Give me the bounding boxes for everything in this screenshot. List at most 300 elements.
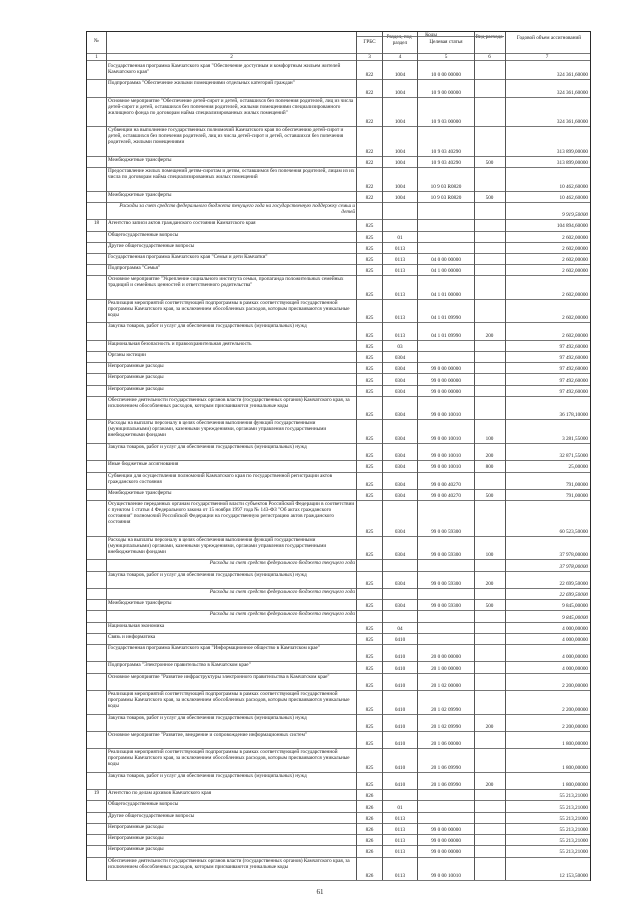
row-description: Подпрограмма "Обеспечение жилыми помещениями отдельных категорий граждан" <box>108 80 295 87</box>
row-amount: 55 213,21000 <box>559 804 588 811</box>
row-amount: 55 213,21000 <box>559 838 588 845</box>
row-amount: 9 845,00000 <box>562 614 588 621</box>
row-description: Другие общегосударственные вопросы <box>108 242 195 249</box>
table-row <box>87 299 590 322</box>
row-target-article: 99 0 00 00000 <box>431 827 461 834</box>
row-grbs: 825 <box>365 603 374 610</box>
row-grbs: 822 <box>365 148 374 155</box>
row-description: Закупка товаров, работ и услуг для обеспечения государственных (муниципальных) нужд <box>108 772 307 779</box>
table-row <box>87 385 590 396</box>
row-target-article: 99 0 00 59300 <box>431 552 461 559</box>
table-row <box>87 373 590 384</box>
table-row <box>87 800 590 811</box>
table-row <box>87 202 590 219</box>
row-grbs: 825 <box>365 234 374 241</box>
row-grbs: 825 <box>365 552 374 559</box>
row-target-article: 20 1 06 09990 <box>431 764 461 771</box>
header-vr: Вид расхода <box>475 34 503 40</box>
row-grbs: 825 <box>365 637 374 644</box>
row-grbs: 825 <box>365 245 374 252</box>
row-razdel: 0113 <box>394 815 406 822</box>
row-amount: 1 800,00000 <box>562 764 588 771</box>
row-description: Субвенции для осуществления полномочий Камчатского края по государственной регистрации актов гражданского состояния <box>108 472 333 485</box>
row-razdel: 0113 <box>394 245 406 252</box>
row-description: Подпрограмма "Электронное правительство в Камчатском крае" <box>108 662 251 669</box>
row-grbs: 825 <box>365 377 374 384</box>
row-razdel: 0304 <box>394 366 406 373</box>
row-amount: 2 602,00000 <box>562 315 588 322</box>
row-amount: 36 178,10000 <box>559 412 588 419</box>
row-amount: 2 602,00000 <box>562 268 588 275</box>
row-grbs: 825 <box>365 665 374 672</box>
row-grbs: 825 <box>365 625 374 632</box>
row-description: Закупка товаров, работ и услуг для обеспечения государственных (муниципальных) нужд <box>108 714 307 721</box>
row-amount: 97 492,60000 <box>559 355 588 362</box>
table-row <box>87 834 590 845</box>
row-amount: 791,00000 <box>565 493 588 500</box>
row-grbs: 826 <box>365 815 374 822</box>
row-amount: 324 361,60000 <box>556 119 588 126</box>
row-amount: 104 894,60000 <box>556 223 588 230</box>
row-grbs: 825 <box>365 580 374 587</box>
row-razdel: 0410 <box>394 764 406 771</box>
row-razdel: 0304 <box>394 435 406 442</box>
row-target-article: 99 0 00 00000 <box>431 388 461 395</box>
row-description: Межбюджетные трансферты <box>108 600 172 607</box>
row-grbs: 825 <box>365 435 374 442</box>
row-amount: 10 462,60000 <box>559 183 588 190</box>
row-grbs: 826 <box>365 872 374 879</box>
row-razdel: 01 <box>397 234 403 241</box>
header-codes-group: Коды <box>425 32 437 38</box>
row-description: Расходы за счет средств федерального бюджета текущего года <box>209 588 355 595</box>
row-razdel: 0113 <box>394 872 406 879</box>
row-razdel: 0113 <box>394 291 406 298</box>
row-grbs: 825 <box>365 412 374 419</box>
row-grbs: 826 <box>365 827 374 834</box>
row-amount: 2 200,00000 <box>562 683 588 690</box>
header-cs: Целевая статья <box>429 39 463 45</box>
row-target-article: 99 0 00 00000 <box>431 366 461 373</box>
row-grbs: 822 <box>365 160 374 167</box>
row-description: Реализация мероприятий соответствующей подпрограммы в рамках соответствующей государственной программы Камчатского края, за исключением обособленных расходов, которым присваиваются уникальные коды <box>108 749 350 768</box>
row-razdel: 0113 <box>394 838 406 845</box>
table-row <box>87 845 590 856</box>
row-description: Закупка товаров, работ и услуг для обеспечения государственных (муниципальных) нужд <box>108 571 307 578</box>
row-grbs: 825 <box>365 453 374 460</box>
row-grbs: 825 <box>365 723 374 730</box>
row-target-article: 20 1 02 00000 <box>431 683 461 690</box>
row-expense-type: 200 <box>485 723 494 730</box>
table-row <box>87 812 590 823</box>
row-amount: 37 978,00000 <box>559 563 588 570</box>
row-razdel: 0304 <box>394 377 406 384</box>
row-target-article: 04 0 00 00000 <box>431 257 461 264</box>
row-expense-type: 500 <box>485 160 494 167</box>
row-description: Основное мероприятие "Развитие инфраструктуры электронного правительства в Камчатском крае" <box>108 673 330 680</box>
row-grbs: 825 <box>365 782 374 789</box>
row-grbs: 825 <box>365 291 374 298</box>
row-amount: 97 492,60000 <box>559 377 588 384</box>
row-target-article: 20 1 06 00000 <box>431 741 461 748</box>
row-description: Основное мероприятие "Обеспечение детей-сирот и детей, оставшихся без попечения родителей, лиц из числа детей-сирот и детей, оставшихся без попечения родителей, жилыми помещениями специализированного жилищного фонда по договорам найма специализированных жилых помещений" <box>108 97 354 116</box>
row-grbs: 826 <box>365 804 374 811</box>
row-description: Государственная программа Камчатского края "Семья и дети Камчатки" <box>108 253 268 260</box>
table-row <box>87 156 590 167</box>
table-row <box>87 472 590 489</box>
row-number: 19 <box>93 790 100 797</box>
row-target-article: 20 0 00 00000 <box>431 654 461 661</box>
row-razdel: 0410 <box>394 782 406 789</box>
column-number: 4 <box>398 54 402 60</box>
row-description: Основное мероприятие "Развитие, внедрение и сопровождение информационных систем" <box>108 731 307 738</box>
row-description: Расходы за счет средств федерального бюджета текущего года <box>209 611 355 618</box>
row-amount: 32 871,55000 <box>559 453 588 460</box>
row-amount: 55 213,21000 <box>559 849 588 856</box>
row-amount: 60 523,50000 <box>559 528 588 535</box>
row-amount: 2 602,00000 <box>562 245 588 252</box>
row-razdel: 0410 <box>394 723 406 730</box>
row-razdel: 0113 <box>394 257 406 264</box>
table-row <box>87 644 590 661</box>
row-razdel: 0304 <box>394 388 406 395</box>
row-target-article: 99 0 00 10010 <box>431 435 461 442</box>
row-expense-type: 100 <box>485 435 494 442</box>
row-target-article: 10 9 00 00000 <box>431 89 461 96</box>
row-target-article: 99 0 00 10010 <box>431 412 461 419</box>
row-target-article: 99 0 00 00000 <box>431 377 461 384</box>
row-grbs: 825 <box>365 654 374 661</box>
row-description: Государственная программа Камчатского края "Обеспечение доступным и комфортным жильем жителей Камчатского края" <box>108 63 341 75</box>
row-amount: 4 000,00000 <box>562 625 588 632</box>
table-row <box>87 633 590 644</box>
row-razdel: 1004 <box>394 160 406 167</box>
row-target-article: 04 1 01 09990 <box>431 315 461 322</box>
table-row <box>87 253 590 264</box>
row-amount: 97 492,60000 <box>559 366 588 373</box>
row-grbs: 825 <box>365 366 374 373</box>
table-row <box>87 419 590 442</box>
row-target-article: 20 1 00 00000 <box>431 665 461 672</box>
row-amount: 9 919,50000 <box>562 212 588 219</box>
row-description: Обеспечение деятельности государственных органов власти (государственных органов) Камчатского края, за исключением обособленных расходов, которым присваиваются уникальные коды <box>108 857 350 870</box>
row-description: Национальная экономика <box>108 622 165 629</box>
row-grbs: 825 <box>365 223 374 230</box>
row-razdel: 03 <box>397 343 403 350</box>
row-grbs: 825 <box>365 464 374 471</box>
row-grbs: 825 <box>365 706 374 713</box>
row-amount: 37 978,00000 <box>559 552 588 559</box>
row-razdel: 0410 <box>394 665 406 672</box>
row-razdel: 0410 <box>394 637 406 644</box>
row-grbs: 825 <box>365 355 374 362</box>
row-razdel: 1004 <box>394 194 406 201</box>
table-row <box>87 673 590 690</box>
table-row <box>87 460 590 471</box>
row-description: Непрограммные расходы <box>108 823 164 830</box>
row-description: Государственная программа Камчатского края "Информационное общество в Камчатском крае" <box>108 645 320 652</box>
table-row <box>87 536 590 559</box>
row-description: Предоставление жилых помещений детям-сиротам и детям, оставшимся без попечения родителей, лицам из их числа по договорам найма специализированных жилых помещений <box>108 168 355 181</box>
row-target-article: 04 1 01 00000 <box>431 291 461 298</box>
row-amount: 4 000,00000 <box>562 665 588 672</box>
page-number: 61 <box>316 888 324 896</box>
table-row <box>87 622 590 633</box>
row-grbs: 825 <box>365 764 374 771</box>
row-razdel: 04 <box>397 625 403 632</box>
row-target-article: 99 0 00 00000 <box>431 849 461 856</box>
table-row <box>87 857 590 880</box>
row-grbs: 825 <box>365 741 374 748</box>
table-row <box>87 242 590 253</box>
table-row <box>87 588 590 599</box>
table-row <box>87 396 590 419</box>
row-expense-type: 500 <box>485 493 494 500</box>
row-grbs: 826 <box>365 849 374 856</box>
row-number: 18 <box>93 220 100 227</box>
row-razdel: 0113 <box>394 268 406 275</box>
row-amount: 2 602,00000 <box>562 332 588 339</box>
row-razdel: 1004 <box>394 183 406 190</box>
row-description: Непрограммные расходы <box>108 374 164 381</box>
row-target-article: 99 0 00 59300 <box>431 603 461 610</box>
column-number: 3 <box>368 54 371 60</box>
row-description: Основное мероприятие "Укрепление социального института семьи, пропаганда положительных семейных традиций и семейных ценностей и ответственного родительства" <box>108 276 344 289</box>
column-number: 2 <box>230 54 233 60</box>
row-amount: 3 281,55000 <box>562 435 588 442</box>
row-amount: 12 153,50000 <box>559 872 588 879</box>
row-razdel: 01 <box>397 804 403 811</box>
row-grbs: 825 <box>365 257 374 264</box>
row-description: Иные бюджетные ассигнования <box>108 461 179 468</box>
table-row <box>87 351 590 362</box>
row-description: Межбюджетные трансферты <box>108 191 172 198</box>
row-razdel: 0304 <box>394 528 406 535</box>
row-razdel: 0304 <box>394 603 406 610</box>
row-grbs: 822 <box>365 89 374 96</box>
row-target-article: 10 9 03 40290 <box>431 148 461 155</box>
row-amount: 2 200,00000 <box>562 723 588 730</box>
row-razdel: 0113 <box>394 332 406 339</box>
row-grbs: 825 <box>365 493 374 500</box>
row-target-article: 10 9 03 00000 <box>431 119 461 126</box>
table-row <box>87 489 590 500</box>
table-row <box>87 264 590 275</box>
table-row <box>87 500 590 536</box>
row-description: Национальная безопасность и правоохранительная деятельность <box>108 340 252 347</box>
budget-table <box>86 31 591 881</box>
row-grbs: 825 <box>365 268 374 275</box>
row-razdel: 0304 <box>394 481 406 488</box>
row-target-article: 99 0 00 00000 <box>431 838 461 845</box>
row-description: Агентство по делам архивов Камчатского края <box>108 790 212 797</box>
row-description: Непрограммные расходы <box>108 835 164 842</box>
row-amount: 25,00000 <box>568 464 588 471</box>
row-razdel: 0304 <box>394 552 406 559</box>
row-razdel: 0304 <box>394 453 406 460</box>
row-description: Общегосударственные вопросы <box>108 231 179 238</box>
table-row <box>87 559 590 570</box>
row-description: Непрограммные расходы <box>108 363 164 370</box>
row-razdel: 0410 <box>394 683 406 690</box>
table-row <box>87 772 590 789</box>
row-amount: 2 602,00000 <box>562 234 588 241</box>
row-description: Закупка товаров, работ и услуг для обеспечения государственных (муниципальных) нужд <box>108 323 307 330</box>
row-grbs: 825 <box>365 388 374 395</box>
row-description: Органы юстиции <box>108 352 146 358</box>
row-expense-type: 200 <box>485 453 494 460</box>
table-row <box>87 610 590 621</box>
row-expense-type: 800 <box>485 464 494 471</box>
table-row <box>87 362 590 373</box>
row-description: Общегосударственные вопросы <box>108 801 179 808</box>
row-target-article: 10 9 03 R0820 <box>430 194 462 201</box>
row-amount: 55 213,21000 <box>559 793 588 800</box>
row-target-article: 10 0 00 00000 <box>431 72 461 79</box>
row-razdel: 1004 <box>394 119 406 126</box>
row-description: Подпрограмма "Семья" <box>108 265 161 272</box>
row-amount: 22 699,50000 <box>559 592 588 599</box>
row-grbs: 825 <box>365 683 374 690</box>
table-row <box>87 62 590 79</box>
row-description: Агентство записи актов гражданского состояния Камчатского края <box>108 220 256 227</box>
table-row <box>87 599 590 610</box>
row-target-article: 20 1 02 09990 <box>431 706 461 713</box>
table-row <box>87 322 590 339</box>
row-description: Реализация мероприятий соответствующей подпрограммы в рамках соответствующей государственной программы Камчатского края, за исключением обособленных расходов, которым присваиваются уникальные коды <box>108 299 350 318</box>
row-amount: 1 800,00000 <box>562 741 588 748</box>
table-row <box>87 789 590 800</box>
table-row <box>87 191 590 202</box>
row-amount: 2 602,00000 <box>562 291 588 298</box>
table-row <box>87 571 590 588</box>
row-razdel: 0113 <box>394 849 406 856</box>
row-amount: 2 200,00000 <box>562 706 588 713</box>
row-amount: 55 213,21000 <box>559 827 588 834</box>
row-grbs: 825 <box>365 332 374 339</box>
row-amount: 9 845,00000 <box>562 603 588 610</box>
row-razdel: 0304 <box>394 412 406 419</box>
row-grbs: 822 <box>365 194 374 201</box>
row-target-article: 04 1 00 00000 <box>431 268 461 275</box>
row-grbs: 826 <box>365 838 374 845</box>
table-row <box>87 823 590 834</box>
column-number: 6 <box>488 54 491 60</box>
row-amount: 313 899,00000 <box>556 160 588 167</box>
row-description: Непрограммные расходы <box>108 846 164 853</box>
row-amount: 55 213,21000 <box>559 815 588 822</box>
row-razdel: 0410 <box>394 741 406 748</box>
table-row <box>87 219 590 230</box>
row-grbs: 825 <box>365 343 374 350</box>
row-amount: 97 492,60000 <box>559 343 588 350</box>
row-description: Закупка товаров, работ и услуг для обеспечения государственных (муниципальных) нужд <box>108 443 307 450</box>
row-razdel: 1004 <box>394 148 406 155</box>
row-amount: 1 800,00000 <box>562 782 588 789</box>
table-row <box>87 748 590 771</box>
header-grbs: ГРБС <box>363 39 376 45</box>
column-number: 1 <box>95 54 98 60</box>
row-description: Межбюджетные трансферты <box>108 489 172 496</box>
row-grbs: 825 <box>365 315 374 322</box>
row-target-article: 99 0 00 10010 <box>431 464 461 471</box>
row-description: Расходы за счет средств федерального бюджета текущего года <box>209 560 355 567</box>
row-target-article: 99 0 00 40270 <box>431 493 461 500</box>
row-grbs: 822 <box>365 72 374 79</box>
row-expense-type: 500 <box>485 194 494 201</box>
table-row <box>87 443 590 460</box>
row-grbs: 825 <box>365 528 374 535</box>
row-grbs: 822 <box>365 183 374 190</box>
table-row <box>87 231 590 242</box>
row-target-article: 99 0 00 59300 <box>431 528 461 535</box>
row-razdel: 0304 <box>394 355 406 362</box>
row-amount: 324 361,60000 <box>556 89 588 96</box>
row-description: Осуществление переданных органам государственной власти субъектов Российской Федерации в соответствии с пунктом 1 статьи 4 Федерального закона от 15 ноября 1997 года № 143-ФЗ "Об актах гражданского состояния" полномочий Российской Федерации на государственную регистрацию актов гражданского состояния <box>108 501 355 526</box>
row-description: Расходы на выплаты персоналу в целях обеспечения выполнения функций государственными (муниципальными) органами, казенными учреждениями, органами управления государственными внебюджетными фондами <box>108 420 327 439</box>
row-description: Обеспечение деятельности государственных органов власти (государственных органов) Камчатского края, за исключением обособленных расходов, которым присваиваются уникальные коды <box>108 396 350 409</box>
table-row <box>87 126 590 156</box>
table-row <box>87 690 590 713</box>
header-razdel: Раздел, под-раздел <box>386 34 414 46</box>
row-amount: 22 699,50000 <box>559 580 588 587</box>
row-expense-type: 200 <box>485 332 494 339</box>
column-number: 5 <box>444 54 448 60</box>
row-amount: 324 361,60000 <box>556 72 588 79</box>
table-row <box>87 167 590 190</box>
row-amount: 313 899,00000 <box>556 148 588 155</box>
row-amount: 4 000,00000 <box>562 637 588 644</box>
row-expense-type: 100 <box>485 552 494 559</box>
row-razdel: 1004 <box>394 72 406 79</box>
row-amount: 4 000,00000 <box>562 654 588 661</box>
row-target-article: 99 0 00 10010 <box>431 453 461 460</box>
row-razdel: 0410 <box>394 706 406 713</box>
row-description: Расходы на выплаты персоналу в целях обеспечения выполнения функций государственными (муниципальными) органами, казенными учреждениями, органами управления государственными внебюджетными фондами <box>108 536 327 555</box>
table-row <box>87 340 590 351</box>
row-target-article: 99 0 00 10010 <box>431 872 461 879</box>
row-expense-type: 200 <box>485 580 494 587</box>
row-razdel: 0113 <box>394 827 406 834</box>
header-num: № <box>94 38 99 44</box>
table-row <box>87 97 590 127</box>
row-amount: 97 492,60000 <box>559 388 588 395</box>
row-description: Другие общегосударственные вопросы <box>108 812 195 819</box>
row-description: Непрограммные расходы <box>108 385 164 392</box>
row-razdel: 0304 <box>394 464 406 471</box>
row-expense-type: 500 <box>485 603 494 610</box>
table-row <box>87 661 590 672</box>
row-expense-type: 200 <box>485 782 494 789</box>
row-amount: 791,00000 <box>565 481 588 488</box>
row-amount: 2 602,00000 <box>562 257 588 264</box>
table-row <box>87 79 590 96</box>
row-razdel: 1004 <box>394 89 406 96</box>
column-number: 7 <box>545 54 549 60</box>
row-amount: 10 462,60000 <box>559 194 588 201</box>
row-target-article: 10 9 03 40290 <box>431 160 461 167</box>
row-description: Реализация мероприятий соответствующей подпрограммы в рамках соответствующей государственной программы Камчатского края, за исключением обособленных расходов, которым присваиваются уникальные коды <box>108 691 350 710</box>
row-grbs: 825 <box>365 481 374 488</box>
table-row <box>87 731 590 748</box>
row-razdel: 0304 <box>394 493 406 500</box>
row-razdel: 0304 <box>394 580 406 587</box>
row-target-article: 99 0 00 59300 <box>431 580 461 587</box>
row-grbs: 826 <box>365 793 374 800</box>
header-amount: Годовой объем ассигнований <box>516 35 582 41</box>
row-target-article: 10 9 03 R0820 <box>430 183 462 190</box>
row-description: Связь и информатика <box>108 633 156 640</box>
